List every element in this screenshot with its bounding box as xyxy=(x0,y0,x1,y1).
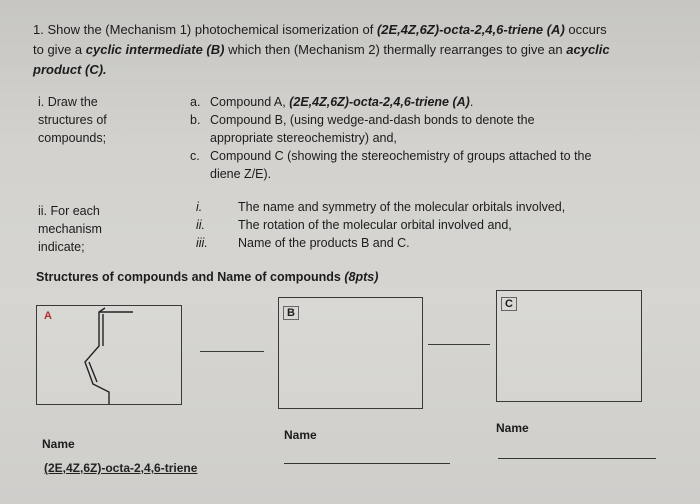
part-i-label-line: compounds; xyxy=(38,131,107,145)
box-b-label: B xyxy=(283,306,299,320)
name-blank-b xyxy=(284,463,450,464)
item-a-compound: (2E,4Z,6Z)-octa-2,4,6-triene (A) xyxy=(289,95,470,109)
item-marker: ii. xyxy=(196,218,206,232)
item-a-text: Compound A, xyxy=(210,95,290,109)
item-a-period: . xyxy=(469,95,474,109)
question-text: Show the (Mechanism 1) photochemical isomerization of xyxy=(47,22,377,37)
question-text: to give a xyxy=(33,42,86,57)
item-marker: iii. xyxy=(196,236,208,250)
part-ii-label xyxy=(38,202,178,256)
item-marker: b. xyxy=(190,113,201,127)
question-text: occurs xyxy=(564,22,607,37)
name-blank-c xyxy=(498,458,656,459)
question-text: which then (Mechanism 2) thermally rearranges to give an xyxy=(224,42,567,57)
reaction-arrow-1 xyxy=(200,351,264,352)
mechanism-item-text: The rotation of the molecular orbital involved and, xyxy=(238,218,512,232)
item-b-line: appropriate stereochemistry) and, xyxy=(210,131,397,145)
part-ii-label-line: mechanism xyxy=(38,222,102,236)
structures-heading-text: Structures of compounds and Name of compounds xyxy=(36,270,345,284)
name-label-a: Name xyxy=(42,437,75,451)
name-label-c: Name xyxy=(496,421,529,435)
part-i-label-line: i. Draw the xyxy=(38,95,98,109)
question-line-2 xyxy=(33,40,610,60)
item-c-line: diene Z/E). xyxy=(210,167,272,181)
box-compound-a xyxy=(36,305,182,405)
item-marker: c. xyxy=(190,149,200,163)
acyclic-word: acyclic xyxy=(566,42,610,57)
item-b-line: Compound B, (using wedge-and-dash bonds to denote the xyxy=(210,113,535,127)
compound-a-name: (2E,4Z,6Z)-octa-2,4,6-triene (A) xyxy=(376,22,565,37)
question-line-3: product (C). xyxy=(33,62,107,77)
box-c-label: C xyxy=(501,297,517,311)
mechanism-item xyxy=(196,198,676,216)
structures-heading xyxy=(36,270,378,284)
mechanism-item xyxy=(196,234,676,252)
part-i-items xyxy=(190,93,690,183)
mechanism-item xyxy=(196,216,676,234)
item-a xyxy=(190,93,690,111)
question-line-1 xyxy=(33,20,607,40)
intermediate-b: cyclic intermediate (B) xyxy=(85,42,225,57)
part-ii-label-line: indicate; xyxy=(38,240,85,254)
question-number: 1. xyxy=(33,22,44,37)
item-c xyxy=(190,147,690,183)
item-marker: a. xyxy=(190,95,201,109)
name-answer-a: (2E,4Z,6Z)-octa-2,4,6-triene xyxy=(44,461,198,475)
part-ii-label-line: ii. For each xyxy=(38,204,100,218)
part-ii-items xyxy=(196,198,676,252)
item-b xyxy=(190,111,690,147)
item-marker: i. xyxy=(196,200,203,214)
mechanism-item-text: Name of the products B and C. xyxy=(238,236,410,250)
mechanism-item-text: The name and symmetry of the molecular orbitals involved, xyxy=(238,200,566,214)
part-i-label xyxy=(38,93,178,147)
reaction-arrow-2 xyxy=(428,344,490,345)
part-i-label-line: structures of xyxy=(38,113,107,127)
item-c-line: Compound C (showing the stereochemistry of groups attached to the xyxy=(210,149,592,163)
points-label: (8pts) xyxy=(344,270,379,284)
name-label-b: Name xyxy=(284,428,317,442)
box-a-label: A xyxy=(44,310,52,322)
box-compound-b xyxy=(278,297,423,409)
box-compound-c xyxy=(496,290,642,402)
triene-structure-drawing xyxy=(37,306,181,404)
